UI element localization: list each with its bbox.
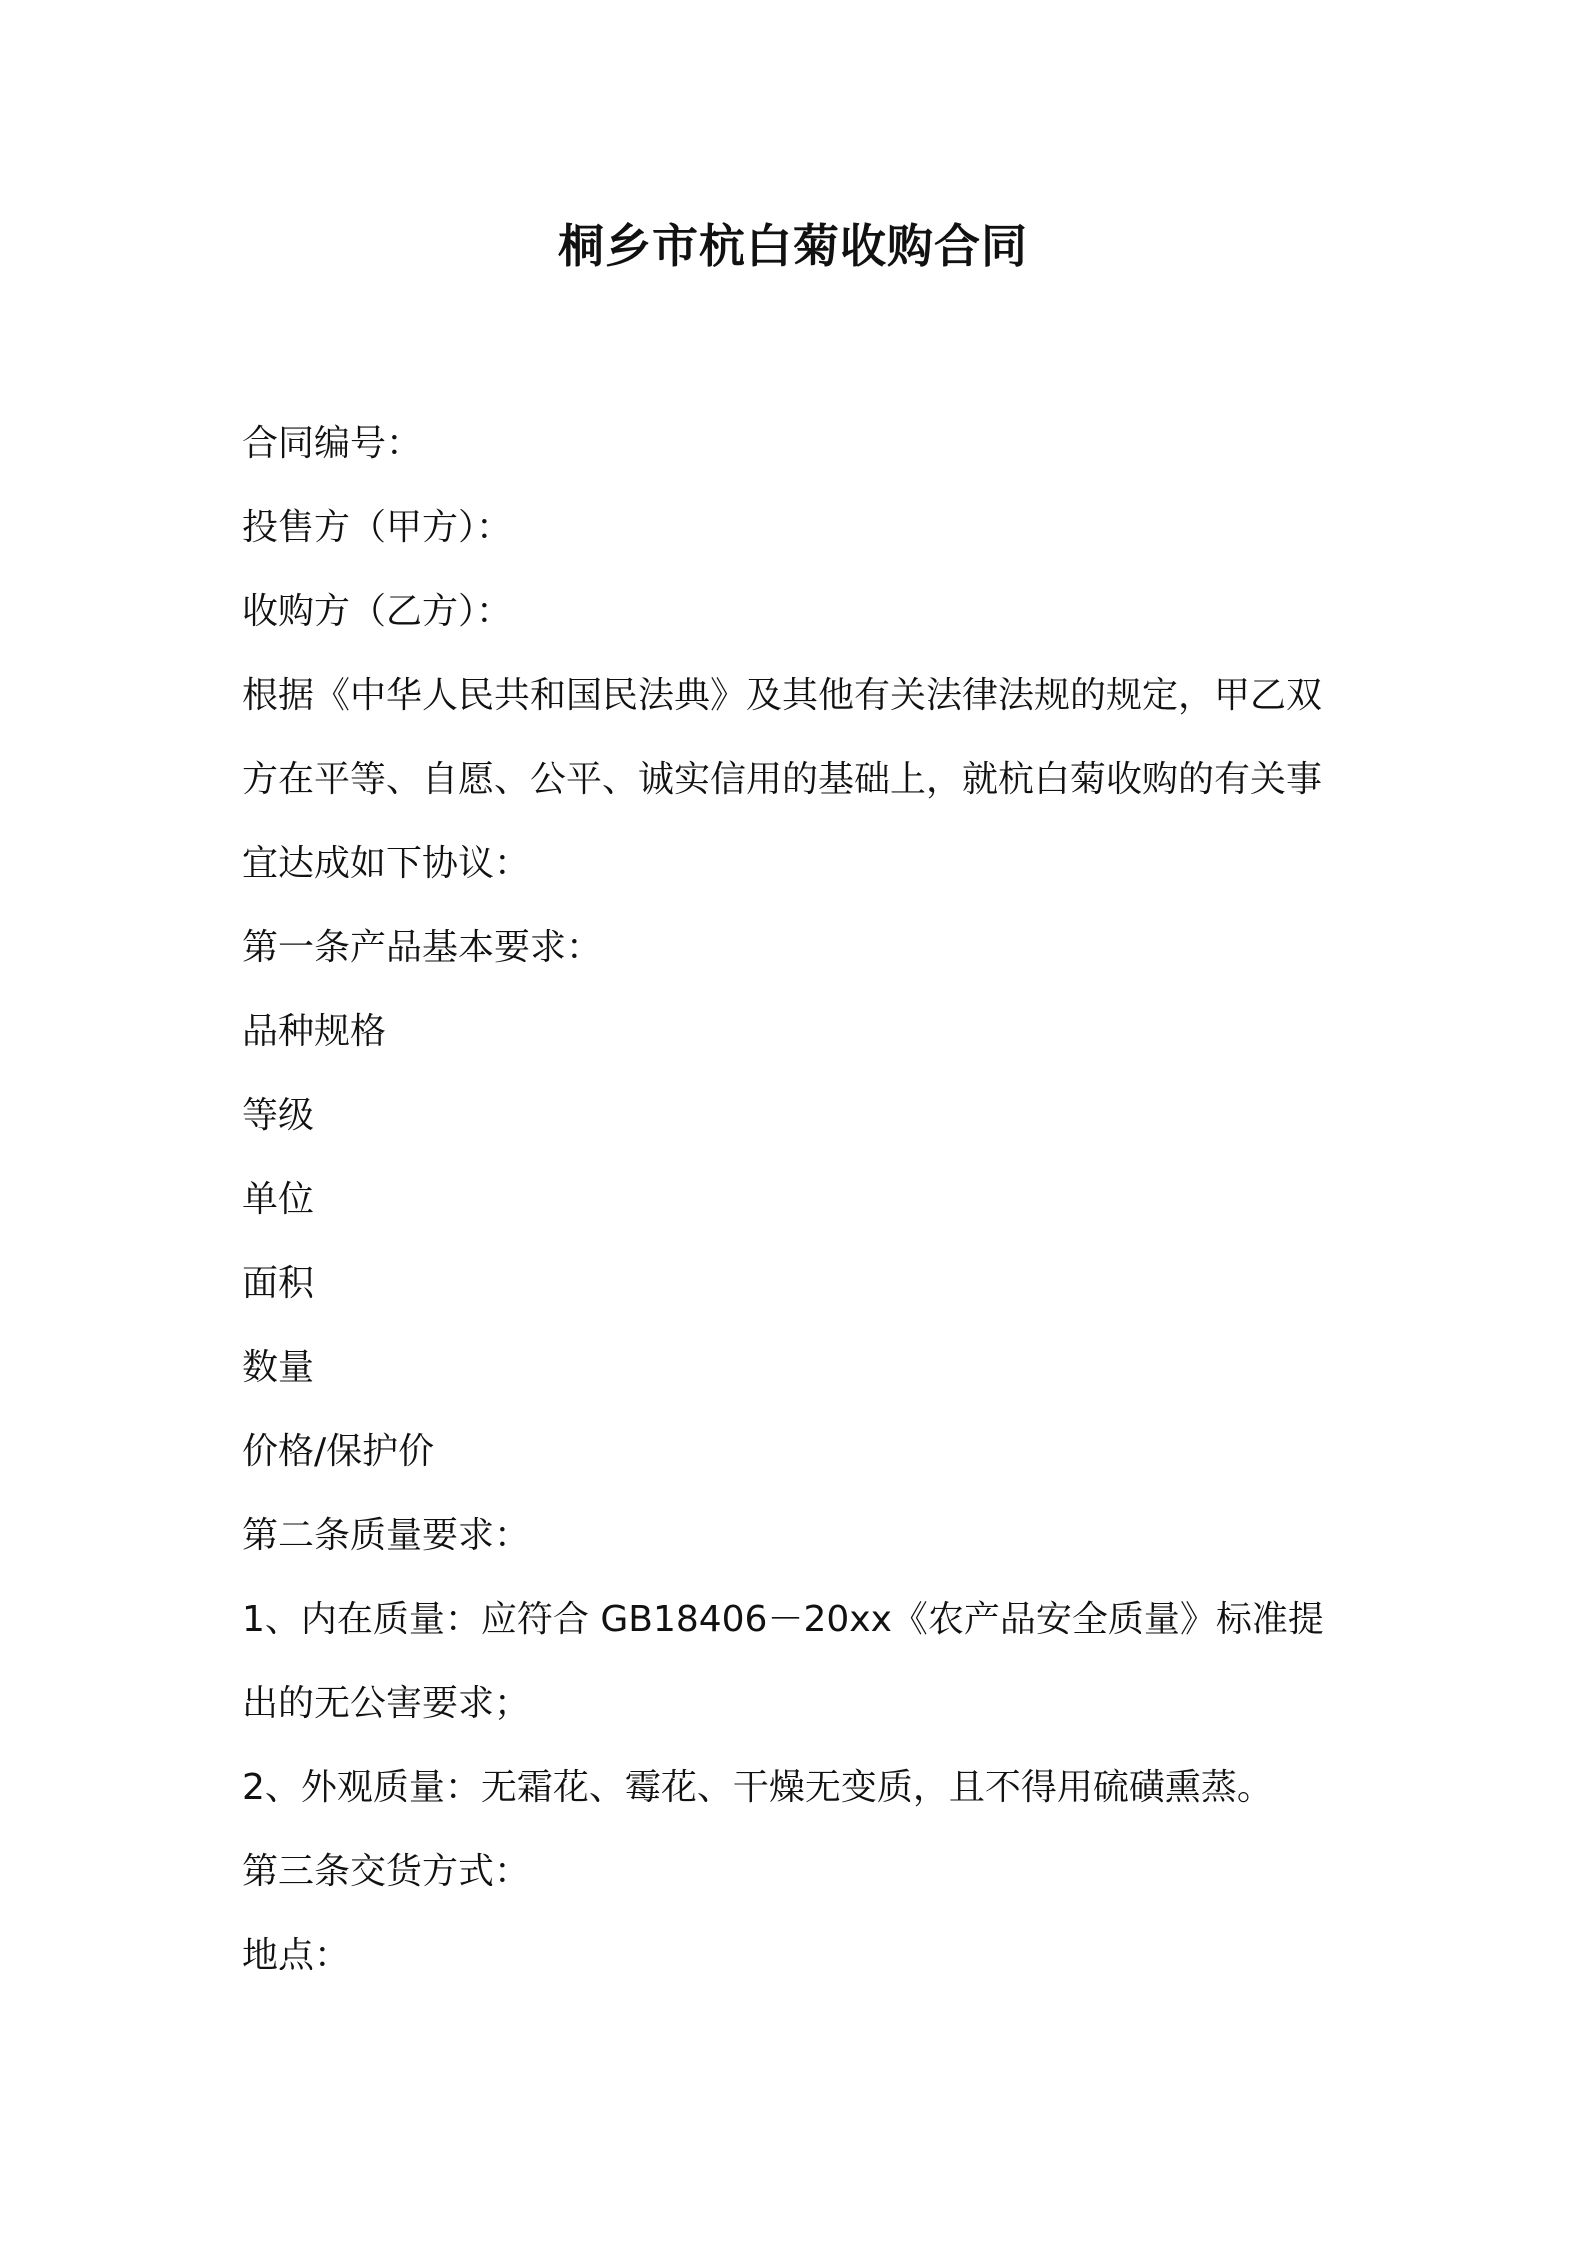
document-title: 桐乡市杭白菊收购合同 [558, 219, 1028, 273]
seller-party-line: 投售方（甲方）： [242, 507, 513, 548]
internal-quality-line-1: 1、内在质量：应符合 GB18406－20xx《农产品安全质量》标准提 [242, 1599, 1324, 1640]
preamble-line-1: 根据《中华人民共和国民法典》及其他有关法律法规的规定，甲乙双 [242, 675, 1323, 716]
internal-quality-line-2: 出的无公害要求； [242, 1683, 531, 1724]
unit-line: 单位 [242, 1179, 315, 1220]
price-line: 价格/保护价 [242, 1431, 435, 1472]
article-2-heading: 第二条质量要求： [242, 1515, 531, 1556]
grade-line: 等级 [242, 1095, 315, 1136]
contract-number-line: 合同编号： [242, 423, 423, 464]
preamble-line-2: 方在平等、自愿、公平、诚实信用的基础上，就杭白菊收购的有关事 [242, 759, 1323, 800]
document-body [242, 402, 1352, 1998]
variety-spec-line: 品种规格 [242, 1011, 387, 1052]
article-1-heading: 第一条产品基本要求： [242, 927, 603, 968]
preamble-line-3: 宜达成如下协议： [242, 843, 531, 884]
area-line: 面积 [242, 1263, 315, 1304]
appearance-quality-line: 2、外观质量：无霜花、霉花、干燥无变质，且不得用硫磺熏蒸。 [242, 1767, 1273, 1808]
location-line: 地点： [242, 1935, 351, 1976]
buyer-party-line: 收购方（乙方）： [242, 591, 513, 632]
article-3-heading: 第三条交货方式： [242, 1851, 531, 1892]
quantity-line: 数量 [242, 1347, 315, 1388]
